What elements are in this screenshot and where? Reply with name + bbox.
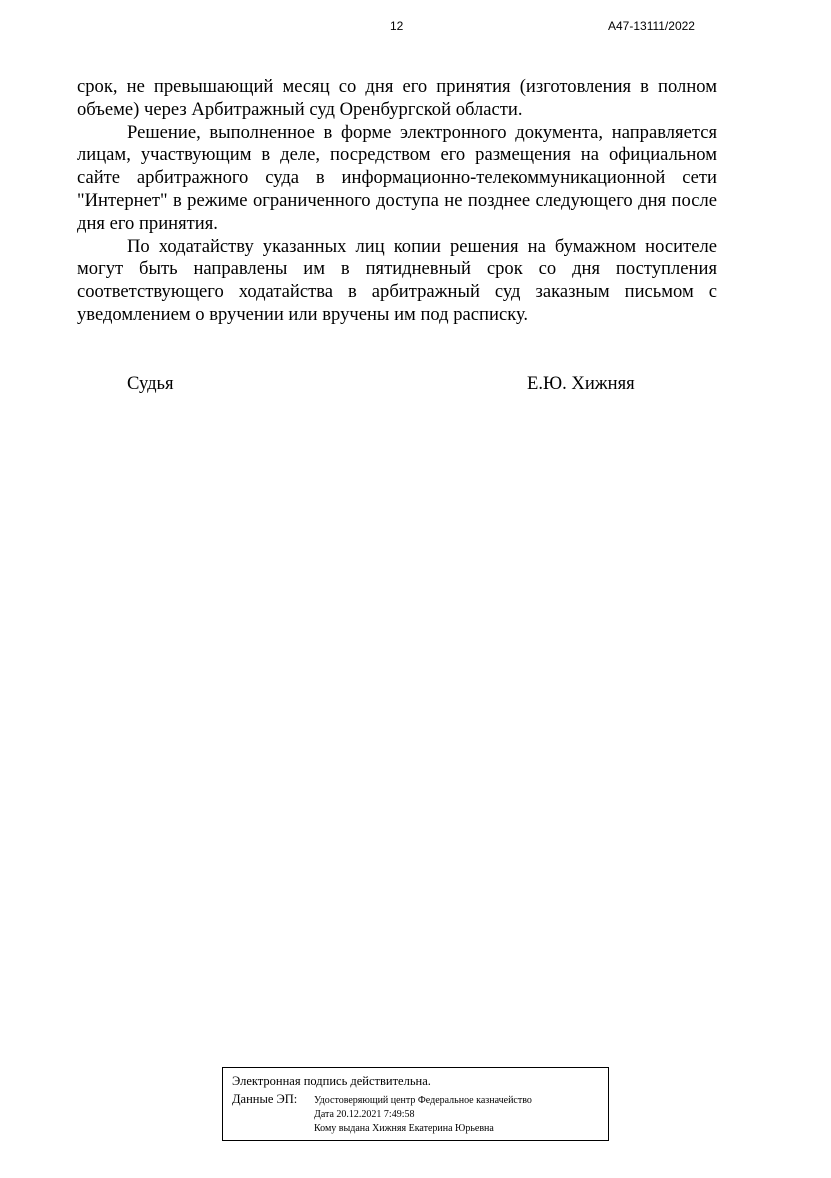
stamp-issuer: Удостоверяющий центр Федеральное казначейство: [314, 1095, 532, 1106]
stamp-date: Дата 20.12.2021 7:49:58: [314, 1109, 415, 1120]
paragraph-paper-copies: По ходатайству указанных лиц копии решения на бумажном носителе могут быть направлены им в пятидневный срок со дня поступления соответствующего ходатайства в арбитражный суд заказным письмом с уведомлением о вручении или вручены им под расписку.: [77, 235, 717, 325]
stamp-details: [314, 1094, 532, 1136]
page-number: 12: [390, 19, 404, 33]
document-body: [77, 76, 717, 327]
case-number: А47-13111/2022: [608, 19, 695, 33]
stamp-label: Данные ЭП:: [232, 1092, 298, 1106]
stamp-issued-to: Кому выдана Хижняя Екатерина Юрьевна: [314, 1123, 494, 1134]
electronic-signature-stamp: [222, 1067, 609, 1141]
paragraph-appeal-term: срок, не превышающий месяц со дня его принятия (изготовления в полном объеме) через Арбитражный суд Оренбургской области.: [77, 76, 717, 120]
stamp-title: Электронная подпись действительна.: [232, 1074, 431, 1088]
judge-title: Судья: [127, 373, 174, 394]
paragraph-electronic-delivery: Решение, выполненное в форме электронного документа, направляется лицам, участвующим в деле, посредством его размещения на официальном сайте арбитражного суда в информационно-телекоммуникационной сети "Интернет" в режиме ограниченного доступа не позднее следующего дня после дня его принятия.: [77, 121, 717, 234]
judge-name: Е.Ю. Хижняя: [527, 373, 635, 394]
